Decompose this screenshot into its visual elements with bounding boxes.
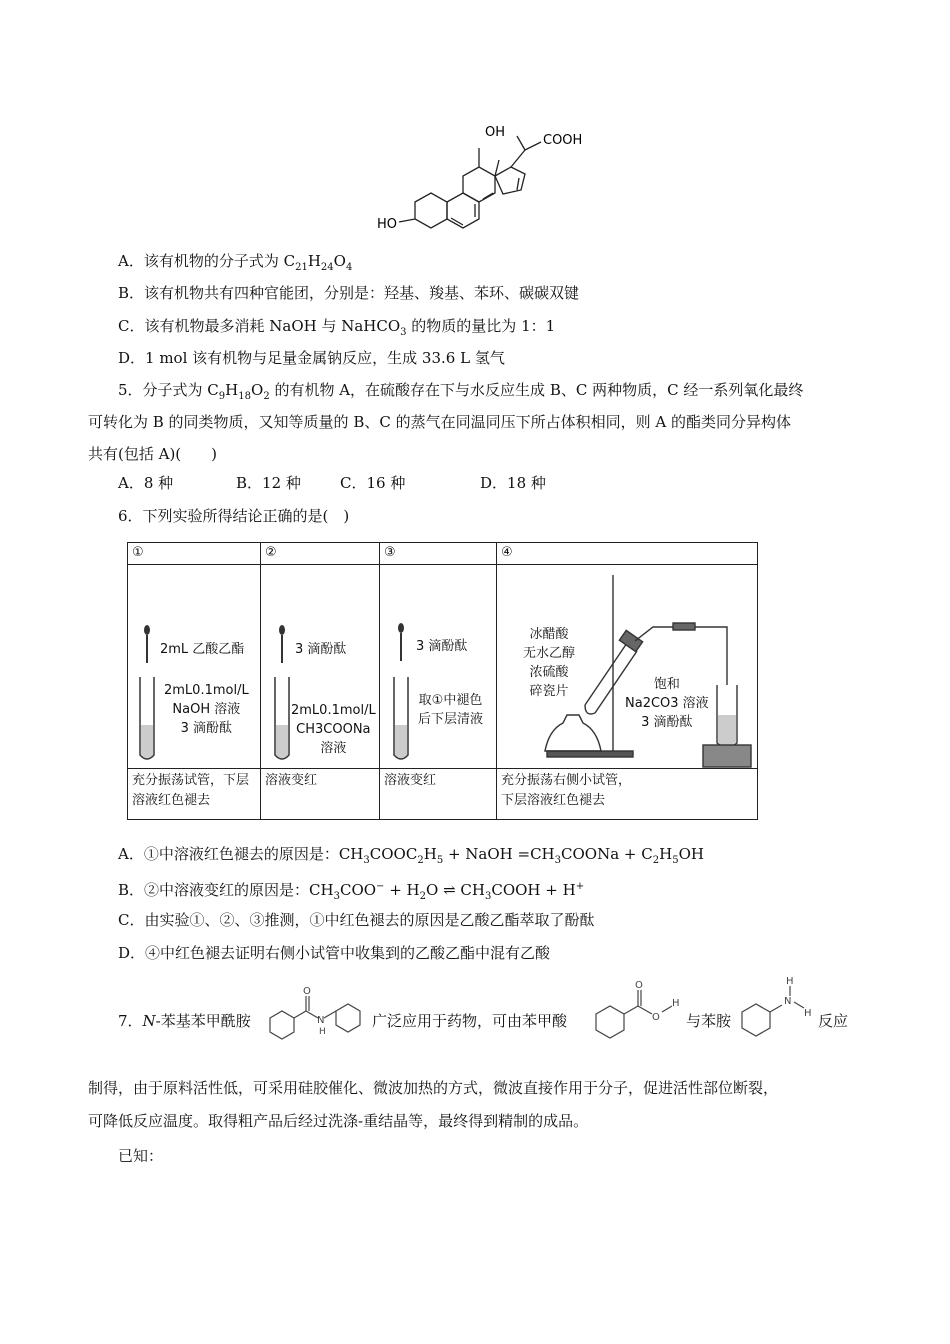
svg-text:O: O	[635, 980, 643, 991]
col-header-1: ①	[128, 543, 261, 565]
benzoic-acid-structure	[590, 974, 686, 1044]
q6-option-b: B．②中溶液变红的原因是：$CH_3COO^- + H_2O$ ⇌ $CH_3COOH + H^+$	[118, 881, 585, 902]
aniline-structure	[736, 972, 816, 1044]
test-tube-icon	[273, 675, 291, 765]
col-header-4: ④	[497, 543, 758, 565]
exp1-tube-labels: 2mL0.1mol/L NaOH 溶液 3 滴酚酞	[164, 683, 249, 736]
dropper-icon	[140, 625, 154, 665]
svg-text:H: H	[786, 976, 794, 987]
q7-mid1: 广泛应用于药物，可由苯甲酸	[372, 1012, 568, 1030]
col-header-3: ③	[380, 543, 497, 565]
exp3-dropper-label: 3 滴酚酞	[416, 639, 468, 654]
cooh-label: COOH	[543, 133, 583, 148]
q5-option-d: D．18 种	[480, 474, 546, 492]
q4-option-c: C．该有机物最多消耗 NaOH 与 NaHCO$_3$ 的物质的量比为 1：1	[118, 317, 556, 338]
oh-top-label: OH	[485, 125, 506, 140]
equilibrium-arrow-icon: ⇌	[443, 881, 456, 899]
cell-exp3	[380, 565, 497, 769]
exp1-result: 充分振荡试管，下层 溶液红色褪去	[128, 769, 261, 820]
exp1-dropper-label: 2mL 乙酸乙酯	[160, 642, 245, 657]
q7-line3: 可降低反应温度。取得粗产品后经过洗涤-重结晶等，最终得到精制的成品。	[88, 1112, 589, 1130]
q5-stem-line1: 5．分子式为 $C_9H_{18}O_2$ 的有机物 A，在硫酸存在下与水反应生成 B、C 两种物质，C 经一系列氧化最终	[118, 381, 804, 402]
test-tube-icon	[138, 675, 156, 765]
q7-prefix: 7．N-苯基苯甲酰胺	[118, 1012, 251, 1030]
exp2-dropper-label: 3 滴酚酞	[295, 642, 347, 657]
q6-stem: 6．下列实验所得结论正确的是( )	[118, 507, 350, 525]
q4-option-d: D．1 mol 该有机物与足量金属钠反应，生成 33.6 L 氢气	[118, 349, 505, 367]
q7-mid2: 与苯胺	[686, 1012, 732, 1030]
cell-exp2	[261, 565, 380, 769]
exp4-right-labels: 饱和 Na2CO3 溶液 3 滴酚酞	[625, 677, 709, 730]
experiment-table	[127, 542, 758, 820]
steroid-structure	[375, 118, 605, 236]
exp4-reagent-labels: 冰醋酸 无水乙醇 浓硫酸 碎瓷片	[523, 627, 576, 699]
exp3-tube-labels: 取①中褪色 后下层清液	[418, 693, 484, 727]
exp3-result: 溶液变红	[380, 769, 497, 820]
dropper-icon	[275, 625, 289, 665]
svg-text:O: O	[303, 986, 311, 997]
svg-text:N: N	[317, 1015, 325, 1026]
test-tube-icon	[392, 675, 410, 765]
q7-end: 反应	[818, 1012, 849, 1030]
q5-option-b: B．12 种	[236, 474, 301, 492]
col-header-2: ②	[261, 543, 380, 565]
q5-option-c: C．16 种	[340, 474, 406, 492]
svg-text:H: H	[804, 1008, 812, 1019]
cell-exp1	[128, 565, 261, 769]
dropper-icon	[394, 623, 408, 663]
q6-option-c: C．由实验①、②、③推测，①中红色褪去的原因是乙酸乙酯萃取了酚酞	[118, 911, 595, 929]
svg-text:H: H	[672, 998, 680, 1009]
q4-option-b: B．该有机物共有四种官能团，分别是：羟基、羧基、苯环、碳碳双键	[118, 284, 580, 302]
q5-stem-line3: 共有(包括 A)( )	[88, 445, 218, 463]
q5-stem-line2: 可转化为 B 的同类物质，又知等质量的 B、C 的蒸气在同温同压下所占体积相同，则 A 的酯类同分异构体	[88, 413, 791, 431]
exp2-tube-labels: 2mL0.1mol/L CH3COONa 溶液	[291, 703, 376, 756]
q7-known: 已知：	[118, 1147, 164, 1165]
q7-line2: 制得，由于原料活性低，可采用硅胶催化、微波加热的方式，微波直接作用于分子，促进活性部位断裂，	[88, 1079, 779, 1097]
svg-text:O: O	[652, 1012, 660, 1023]
q5-options	[118, 472, 546, 494]
cell-exp4	[497, 565, 758, 769]
benzanilide-structure	[262, 980, 372, 1042]
exp2-result: 溶液变红	[261, 769, 380, 820]
ho-left-label: HO	[377, 217, 398, 232]
exp4-result: 充分振荡右侧小试管， 下层溶液红色褪去	[497, 769, 758, 820]
q4-option-a: A．该有机物的分子式为 $C_{21}H_{24}O_4$	[118, 252, 353, 273]
svg-text:H: H	[319, 1027, 326, 1037]
q5-option-a: A．8 种	[118, 474, 174, 492]
q6-option-a: A．①中溶液红色褪去的原因是：$CH_3COOC_2H_5$ + NaOH $=CH_3COONa + C_2H_5OH$	[118, 845, 704, 866]
svg-text:N: N	[784, 996, 792, 1007]
q6-option-d: D．④中红色褪去证明右侧小试管中收集到的乙酸乙酯中混有乙酸	[118, 944, 551, 962]
